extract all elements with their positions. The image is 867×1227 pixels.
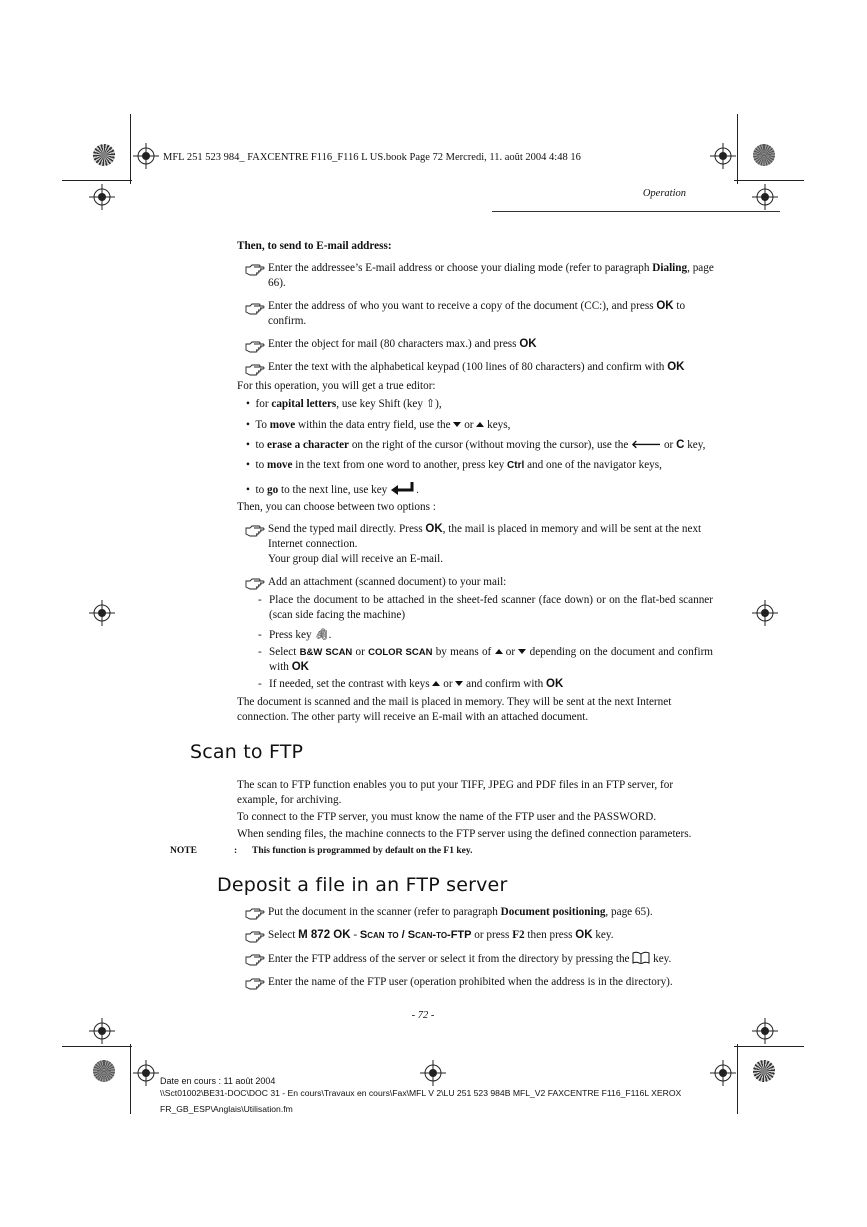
paperclip-key-icon: 🖇 bbox=[314, 629, 329, 641]
options-intro: Then, you can choose between two options : bbox=[237, 501, 436, 513]
option-add-attachment: Add an attachment (scanned document) to your mail: bbox=[268, 576, 507, 588]
registration-target-icon bbox=[710, 1060, 736, 1086]
email-step-4: Enter the text with the alphabetical keypad (100 lines of 80 characters) and confirm with OK bbox=[268, 361, 685, 373]
scan-result-paragraph: The document is scanned and the mail is placed in memory. They will be sent at the next Internet connection. The other party will receive an E-mail with an attached document. bbox=[237, 696, 672, 723]
pointing-hand-icon bbox=[245, 908, 265, 920]
note-label: NOTE bbox=[170, 846, 197, 856]
book-file-line: MFL 251 523 984_ FAXCENTRE F116_F116 L US.book Page 72 Mercredi, 11. août 2004 4:48 16 bbox=[163, 152, 581, 163]
email-step-1: Enter the addressee’s E-mail address or choose your dialing mode (refer to paragraph Dialing, page 66). bbox=[268, 262, 714, 289]
registration-target-icon bbox=[89, 600, 115, 626]
crop-mark bbox=[737, 1044, 738, 1114]
editor-bullet-2: • To move within the data entry field, use the or keys, bbox=[246, 419, 511, 431]
footer-date: Date en cours : 11 août 2004 bbox=[160, 1076, 276, 1086]
crop-mark bbox=[734, 1046, 804, 1047]
section-title: Operation bbox=[642, 188, 686, 199]
editor-bullet-5: • to go to the next line, use key . bbox=[246, 481, 419, 498]
pointing-hand-icon bbox=[245, 264, 265, 276]
note-text: This function is programmed by default on the F1 key. bbox=[252, 846, 473, 856]
attachment-step-4: If needed, set the contrast with keys or and confirm with OK bbox=[269, 678, 564, 690]
up-arrow-key-icon bbox=[495, 649, 503, 654]
pointing-hand-icon bbox=[245, 931, 265, 943]
header-rule bbox=[492, 211, 780, 212]
ftp-credentials-paragraph: To connect to the FTP server, you must know the name of the FTP user and the PASSWORD. bbox=[237, 811, 657, 823]
registration-target-icon bbox=[133, 1060, 159, 1086]
registration-target-icon bbox=[752, 1018, 778, 1044]
color-rosette-icon bbox=[93, 144, 115, 166]
deposit-step-4: Enter the name of the FTP user (operation prohibited when the address is in the directory). bbox=[268, 976, 673, 988]
dash-marker: - bbox=[258, 678, 262, 690]
gray-rosette-icon bbox=[753, 144, 775, 166]
pointing-hand-icon bbox=[245, 525, 265, 537]
pointing-hand-icon bbox=[245, 954, 265, 966]
email-section-title: Then, to send to E-mail address: bbox=[237, 240, 392, 252]
color-rosette-icon bbox=[93, 1060, 115, 1082]
scan-to-ftp-heading: Scan to FTP bbox=[190, 741, 304, 763]
pointing-hand-icon bbox=[245, 341, 265, 353]
option-send-directly: Send the typed mail directly. Press OK, the mail is placed in memory and will be sent at the next Internet connection. Your group dial will receive an E-mail. bbox=[268, 523, 702, 565]
registration-target-icon bbox=[420, 1060, 446, 1086]
crop-mark bbox=[130, 114, 131, 184]
email-step-3: Enter the object for mail (80 characters max.) and press OK bbox=[268, 338, 537, 350]
registration-target-icon bbox=[89, 184, 115, 210]
pointing-hand-icon bbox=[245, 978, 265, 990]
crop-mark bbox=[62, 1046, 132, 1047]
registration-target-icon bbox=[133, 143, 159, 169]
crop-mark bbox=[734, 180, 804, 181]
enter-key-icon bbox=[390, 481, 416, 495]
footer-path-line-2: FR_GB_ESP\Anglais\Utilisation.fm bbox=[160, 1104, 293, 1114]
dash-marker: - bbox=[258, 646, 262, 658]
crop-mark bbox=[130, 1044, 131, 1114]
email-step-2: Enter the address of who you want to receive a copy of the document (CC:), and press OK to confirm. bbox=[268, 300, 686, 327]
attachment-step-3: Select B&W SCAN or COLOR SCAN by means of or depending on the document and confirm with OK bbox=[269, 646, 714, 673]
pointing-hand-icon bbox=[245, 364, 265, 376]
directory-book-icon bbox=[632, 951, 650, 964]
back-arrow-key-icon: 🡐 bbox=[631, 439, 662, 451]
color-rosette-icon bbox=[753, 1060, 775, 1082]
ftp-connection-paragraph: When sending files, the machine connects to the FTP server using the defined connection parameters. bbox=[237, 828, 692, 840]
ctrl-key: Ctrl bbox=[507, 460, 525, 471]
dash-marker: - bbox=[258, 629, 262, 641]
editor-bullet-1: • for capital letters, use key Shift (key ⇧), bbox=[246, 398, 442, 410]
editor-bullet-3: • to erase a character on the right of the cursor (without moving the cursor), use the 🡐 or C key, bbox=[246, 439, 706, 451]
attachment-step-1: Place the document to be attached in the sheet-fed scanner (face down) or on the flat-bed scanner (scan side facing the machine) bbox=[269, 594, 713, 621]
deposit-step-2: Select M 872 OK - Scan to / Scan-to-FTP or press F2 then press OK key. bbox=[268, 929, 614, 941]
deposit-step-1: Put the document in the scanner (refer to paragraph Document positioning, page 65). bbox=[268, 906, 653, 918]
registration-target-icon bbox=[752, 184, 778, 210]
deposit-step-3: Enter the FTP address of the server or select it from the directory by pressing the key. bbox=[268, 953, 672, 965]
dash-marker: - bbox=[258, 594, 262, 606]
registration-target-icon bbox=[89, 1018, 115, 1044]
editor-bullet-4: • to move in the text from one word to another, press key Ctrl and one of the navigator keys, bbox=[246, 459, 662, 471]
footer-path-line-1: \\Sct01002\BE31-DOC\DOC 31 - En cours\Travaux en cours\Fax\MFL V 2\LU 251 523 984B MFL_V2 FAXCENTRE F116_F116L XEROX bbox=[160, 1088, 682, 1098]
deposit-heading: Deposit a file in an FTP server bbox=[217, 874, 508, 896]
registration-target-icon bbox=[752, 600, 778, 626]
note-colon: : bbox=[234, 846, 238, 856]
attachment-step-2: Press key 🖇. bbox=[269, 629, 332, 641]
page-number: - 72 - bbox=[411, 1010, 435, 1021]
crop-mark bbox=[737, 114, 738, 184]
ftp-intro-paragraph: The scan to FTP function enables you to put your TIFF, JPEG and PDF files in an FTP server, for example, for archiving. bbox=[237, 779, 674, 806]
editor-intro: For this operation, you will get a true editor: bbox=[237, 380, 436, 392]
pointing-hand-icon bbox=[245, 578, 265, 590]
pointing-hand-icon bbox=[245, 303, 265, 315]
crop-mark bbox=[62, 180, 132, 181]
